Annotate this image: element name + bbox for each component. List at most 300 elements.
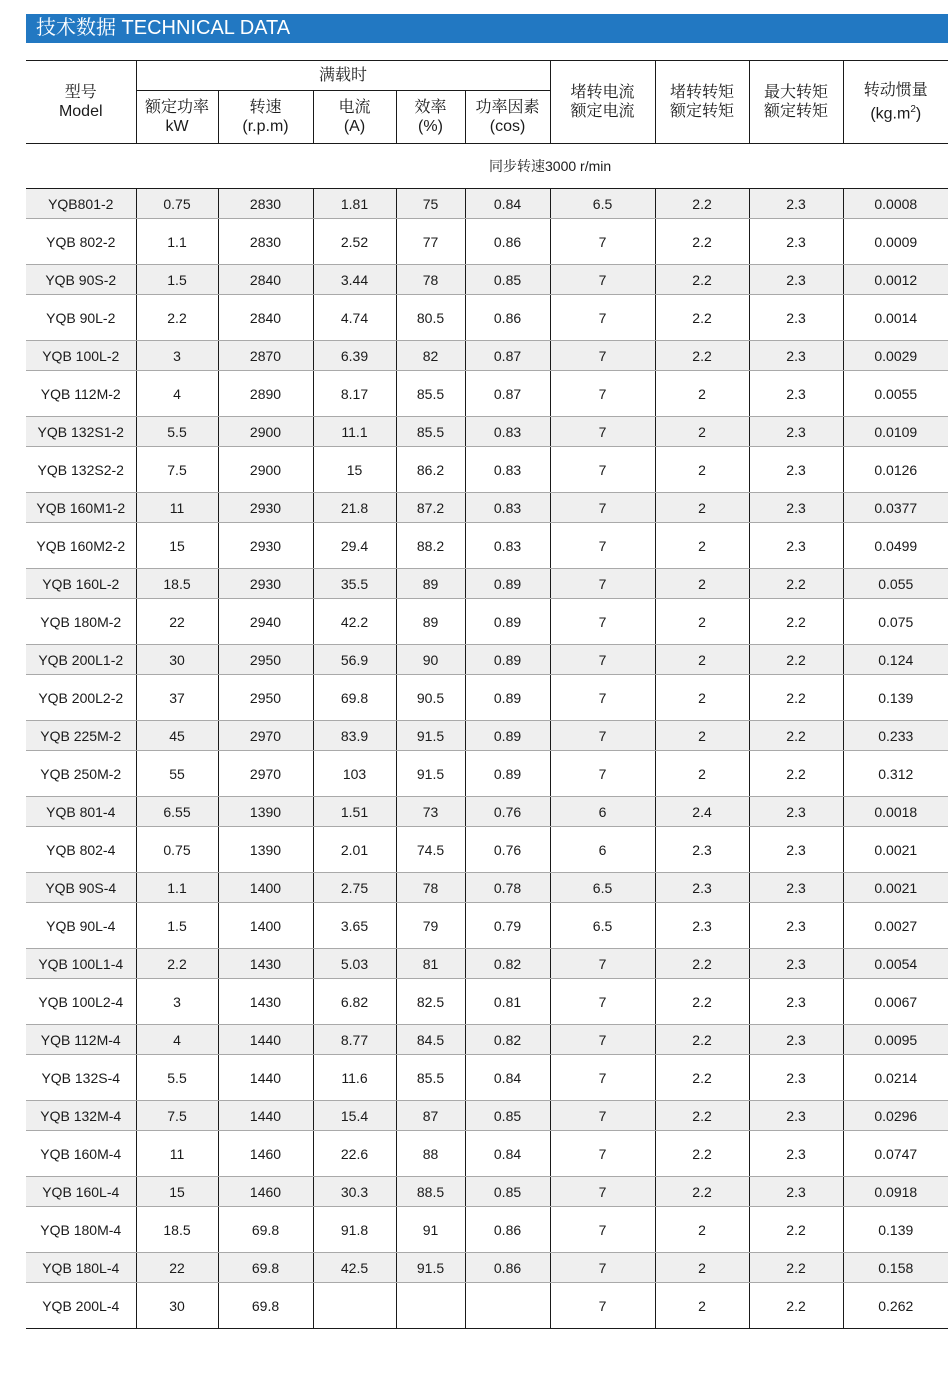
table-cell: 77	[396, 219, 465, 265]
technical-data-table	[26, 60, 948, 1329]
table-cell: 7	[550, 1131, 655, 1177]
table-row	[26, 417, 948, 447]
table-cell: 6.55	[136, 797, 218, 827]
table-cell: 0.0027	[843, 903, 948, 949]
table-cell: 1.1	[136, 219, 218, 265]
table-cell: 2.2	[749, 569, 843, 599]
table-cell: 3.65	[313, 903, 396, 949]
table-cell: YQB 132S1-2	[26, 417, 136, 447]
table-cell: 6	[550, 797, 655, 827]
table-cell: 1.1	[136, 873, 218, 903]
table-cell: 3	[136, 341, 218, 371]
table-cell: 0.312	[843, 751, 948, 797]
table-cell: 69.8	[313, 675, 396, 721]
table-cell: 7	[550, 569, 655, 599]
table-cell: 6.39	[313, 341, 396, 371]
table-cell: 87	[396, 1101, 465, 1131]
table-cell: 5.5	[136, 1055, 218, 1101]
table-cell: 7	[550, 295, 655, 341]
table-cell: 0.233	[843, 721, 948, 751]
table-cell: 0.76	[465, 797, 550, 827]
table-cell: 4	[136, 1025, 218, 1055]
table-cell: 2.2	[655, 979, 749, 1025]
table-cell: 7	[550, 219, 655, 265]
table-row	[26, 599, 948, 645]
table-cell: 2.2	[655, 265, 749, 295]
table-cell: 8.17	[313, 371, 396, 417]
table-cell: 4.74	[313, 295, 396, 341]
table-cell: 2.3	[749, 1025, 843, 1055]
table-cell	[313, 1283, 396, 1329]
inertia-header: 转动惯量 $(kg.m^2)$	[843, 61, 948, 144]
table-cell: 2970	[218, 721, 313, 751]
table-cell: 0.0109	[843, 417, 948, 447]
table-cell: 88.2	[396, 523, 465, 569]
sync-speed-label: 同步转速3000 r/min	[26, 144, 948, 189]
table-cell: 2970	[218, 751, 313, 797]
max-torque-ratio-header: 最大转矩 额定转矩	[749, 61, 843, 144]
table-cell: 2840	[218, 295, 313, 341]
table-cell: 29.4	[313, 523, 396, 569]
table-cell: 2.2	[655, 949, 749, 979]
table-cell: 74.5	[396, 827, 465, 873]
table-cell: 2	[655, 645, 749, 675]
table-cell: 2.2	[655, 189, 749, 219]
table-cell: 4	[136, 371, 218, 417]
table-cell: 2830	[218, 219, 313, 265]
table-cell: 0.86	[465, 295, 550, 341]
table-cell: 2.3	[749, 903, 843, 949]
table-cell: 2	[655, 447, 749, 493]
table-cell: 2.3	[749, 417, 843, 447]
table-cell: 0.0214	[843, 1055, 948, 1101]
table-cell: 0.86	[465, 1253, 550, 1283]
table-cell: 2	[655, 371, 749, 417]
table-cell: 84.5	[396, 1025, 465, 1055]
table-cell: 0.78	[465, 873, 550, 903]
table-cell: YQB 801-4	[26, 797, 136, 827]
table-row	[26, 1283, 948, 1329]
table-cell: 0.0747	[843, 1131, 948, 1177]
table-cell: 2	[655, 493, 749, 523]
table-cell: 0.85	[465, 1101, 550, 1131]
table-cell: 2.3	[655, 827, 749, 873]
table-cell: YQB 180M-4	[26, 1207, 136, 1253]
table-cell: 2.2	[749, 721, 843, 751]
table-cell: 0.0055	[843, 371, 948, 417]
table-cell: 2.2	[655, 341, 749, 371]
table-cell: 81	[396, 949, 465, 979]
table-cell: 7	[550, 1101, 655, 1131]
table-cell: 0.055	[843, 569, 948, 599]
table-cell: 5.03	[313, 949, 396, 979]
table-cell: 7	[550, 1025, 655, 1055]
table-cell: 2.2	[655, 219, 749, 265]
table-cell: 1.5	[136, 265, 218, 295]
table-cell: 0.0918	[843, 1177, 948, 1207]
table-cell: 2.2	[749, 599, 843, 645]
table-cell: 91.5	[396, 721, 465, 751]
table-row	[26, 979, 948, 1025]
table-cell: 2.3	[749, 1131, 843, 1177]
table-cell: 2.3	[749, 219, 843, 265]
table-cell: 75	[396, 189, 465, 219]
table-cell: 82.5	[396, 979, 465, 1025]
table-cell: 0.82	[465, 1025, 550, 1055]
table-cell: 7	[550, 523, 655, 569]
table-cell: 0.83	[465, 417, 550, 447]
table-cell: 2	[655, 721, 749, 751]
table-cell: 2.2	[749, 1253, 843, 1283]
table-cell: 90.5	[396, 675, 465, 721]
table-cell: 85.5	[396, 417, 465, 447]
table-cell: 3.44	[313, 265, 396, 295]
table-cell: 0.82	[465, 949, 550, 979]
table-cell: 0.0126	[843, 447, 948, 493]
table-cell: 2.3	[655, 903, 749, 949]
table-cell: 7	[550, 493, 655, 523]
table-cell: 2900	[218, 417, 313, 447]
table-cell: 2.2	[655, 1055, 749, 1101]
table-cell: 0.0029	[843, 341, 948, 371]
table-cell: 3	[136, 979, 218, 1025]
table-cell: 1430	[218, 949, 313, 979]
table-cell: 2.2	[655, 1101, 749, 1131]
table-cell: 0.85	[465, 1177, 550, 1207]
table-cell: 0.0014	[843, 295, 948, 341]
table-cell: 69.8	[218, 1283, 313, 1329]
table-row	[26, 219, 948, 265]
table-cell: 7	[550, 979, 655, 1025]
table-cell: 80.5	[396, 295, 465, 341]
table-cell: 0.75	[136, 189, 218, 219]
table-row	[26, 675, 948, 721]
table-cell: 0.85	[465, 265, 550, 295]
table-cell: 11	[136, 493, 218, 523]
table-row	[26, 189, 948, 219]
full-load-header: 满载时	[136, 61, 550, 91]
table-cell: 0.0018	[843, 797, 948, 827]
table-cell: 0.0012	[843, 265, 948, 295]
table-cell: YQB 112M-2	[26, 371, 136, 417]
table-cell: 2.3	[749, 371, 843, 417]
table-cell: 2	[655, 1253, 749, 1283]
table-cell: 21.8	[313, 493, 396, 523]
table-cell: 45	[136, 721, 218, 751]
table-cell: 22	[136, 1253, 218, 1283]
table-cell: 7	[550, 1283, 655, 1329]
table-cell: 2	[655, 751, 749, 797]
table-cell: 2.01	[313, 827, 396, 873]
table-cell: 2.52	[313, 219, 396, 265]
table-row	[26, 493, 948, 523]
table-cell: 6.5	[550, 903, 655, 949]
table-cell: 2.3	[749, 341, 843, 371]
table-cell: YQB 90L-2	[26, 295, 136, 341]
table-cell: 6.5	[550, 189, 655, 219]
table-cell: 0.75	[136, 827, 218, 873]
table-cell: 88	[396, 1131, 465, 1177]
table-cell: 78	[396, 873, 465, 903]
table-cell: 0.0008	[843, 189, 948, 219]
table-cell: 85.5	[396, 371, 465, 417]
table-cell: 0.84	[465, 1131, 550, 1177]
table-cell: 2.3	[749, 189, 843, 219]
table-cell: 7.5	[136, 1101, 218, 1131]
table-cell: 2.2	[136, 949, 218, 979]
table-cell: 0.075	[843, 599, 948, 645]
table-cell: 0.158	[843, 1253, 948, 1283]
table-cell: 11.6	[313, 1055, 396, 1101]
table-cell: 7	[550, 1177, 655, 1207]
table-cell: 2.2	[655, 1131, 749, 1177]
table-cell: YQB 90S-4	[26, 873, 136, 903]
table-cell: 73	[396, 797, 465, 827]
table-cell: 0.86	[465, 1207, 550, 1253]
table-row	[26, 523, 948, 569]
table-cell: 18.5	[136, 569, 218, 599]
model-header: 型号 Model	[58, 84, 103, 120]
table-cell	[465, 1283, 550, 1329]
table-cell: 0.89	[465, 599, 550, 645]
table-cell: 37	[136, 675, 218, 721]
locked-torque-ratio-header: 堵转转矩 额定转矩	[655, 61, 749, 144]
table-cell: 2	[655, 1207, 749, 1253]
table-cell: 0.86	[465, 219, 550, 265]
table-cell: 15	[313, 447, 396, 493]
table-cell: 2.2	[655, 295, 749, 341]
table-cell: YQB 160L-2	[26, 569, 136, 599]
table-cell: 15.4	[313, 1101, 396, 1131]
table-cell: 2	[655, 1283, 749, 1329]
table-cell: 7	[550, 751, 655, 797]
table-cell: 2	[655, 523, 749, 569]
table-cell: 1460	[218, 1177, 313, 1207]
table-cell: 7	[550, 721, 655, 751]
table-cell: 0.0095	[843, 1025, 948, 1055]
table-row	[26, 341, 948, 371]
table-cell: 1440	[218, 1055, 313, 1101]
table-row	[26, 1177, 948, 1207]
table-cell: 2.2	[749, 1207, 843, 1253]
table-cell: YQB 200L2-2	[26, 675, 136, 721]
table-cell: YQB801-2	[26, 189, 136, 219]
table-cell: YQB 250M-2	[26, 751, 136, 797]
table-cell: 69.8	[218, 1207, 313, 1253]
table-cell: 2.3	[749, 949, 843, 979]
table-cell: 30	[136, 645, 218, 675]
table-cell: 7	[550, 265, 655, 295]
table-cell: YQB 160M-4	[26, 1131, 136, 1177]
table-cell: 86.2	[396, 447, 465, 493]
table-cell: 7	[550, 1253, 655, 1283]
table-cell: YQB 225M-2	[26, 721, 136, 751]
table-cell: 1390	[218, 827, 313, 873]
table-cell: 85.5	[396, 1055, 465, 1101]
table-cell: 2	[655, 599, 749, 645]
table-cell: 0.89	[465, 751, 550, 797]
table-cell: 0.83	[465, 493, 550, 523]
table-cell: 22	[136, 599, 218, 645]
table-cell: 15	[136, 1177, 218, 1207]
table-cell: 2.3	[749, 493, 843, 523]
table-cell: YQB 160M2-2	[26, 523, 136, 569]
table-cell: YQB 90S-2	[26, 265, 136, 295]
table-cell: 2.4	[655, 797, 749, 827]
table-cell: 0.139	[843, 1207, 948, 1253]
table-cell: 7	[550, 447, 655, 493]
table-row	[26, 797, 948, 827]
table-cell	[396, 1283, 465, 1329]
table-cell: 15	[136, 523, 218, 569]
table-cell: 2950	[218, 675, 313, 721]
page-title: 技术数据 TECHNICAL DATA	[26, 14, 948, 43]
table-cell: 42.2	[313, 599, 396, 645]
table-cell: 2840	[218, 265, 313, 295]
table-row	[26, 751, 948, 797]
table-cell: 0.83	[465, 523, 550, 569]
table-cell: 2	[655, 569, 749, 599]
table-cell: 2.3	[749, 1055, 843, 1101]
table-cell: 7	[550, 1055, 655, 1101]
table-cell: 7	[550, 599, 655, 645]
table-cell: 2.3	[749, 827, 843, 873]
table-cell: 18.5	[136, 1207, 218, 1253]
table-cell: 0.84	[465, 1055, 550, 1101]
table-cell: 1400	[218, 873, 313, 903]
table-cell: YQB 112M-4	[26, 1025, 136, 1055]
table-cell: 2.3	[749, 523, 843, 569]
table-cell: 0.0377	[843, 493, 948, 523]
table-cell: 2930	[218, 523, 313, 569]
table-cell: 69.8	[218, 1253, 313, 1283]
table-cell: 0.84	[465, 189, 550, 219]
table-row	[26, 873, 948, 903]
table-cell: 55	[136, 751, 218, 797]
table-cell: 7	[550, 1207, 655, 1253]
table-cell: YQB 132S-4	[26, 1055, 136, 1101]
table-cell: 2.2	[655, 1177, 749, 1207]
current-header: 电流 (A)	[313, 91, 396, 144]
table-row	[26, 265, 948, 295]
table-cell: 2.2	[136, 295, 218, 341]
table-cell: 2.3	[749, 295, 843, 341]
table-cell: 2.2	[749, 645, 843, 675]
table-cell: 7	[550, 417, 655, 447]
table-row	[26, 1101, 948, 1131]
table-cell: 87.2	[396, 493, 465, 523]
table-row	[26, 1207, 948, 1253]
table-cell: 0.262	[843, 1283, 948, 1329]
table-cell: YQB 200L-4	[26, 1283, 136, 1329]
rated-power-header: 额定功率 kW	[136, 91, 218, 144]
table-cell: 1440	[218, 1101, 313, 1131]
table-row	[26, 569, 948, 599]
sync-speed-row	[26, 144, 948, 189]
table-cell: 56.9	[313, 645, 396, 675]
table-cell: 78	[396, 265, 465, 295]
locked-current-ratio-header: 堵转电流 额定电流	[550, 61, 655, 144]
table-cell: 7	[550, 675, 655, 721]
table-cell: 0.81	[465, 979, 550, 1025]
table-cell: 2830	[218, 189, 313, 219]
table-cell: 2890	[218, 371, 313, 417]
table-cell: YQB 802-4	[26, 827, 136, 873]
table-cell: 0.79	[465, 903, 550, 949]
table-cell: 1430	[218, 979, 313, 1025]
table-cell: YQB 100L2-4	[26, 979, 136, 1025]
table-cell: 0.0067	[843, 979, 948, 1025]
table-cell: 11.1	[313, 417, 396, 447]
table-row	[26, 371, 948, 417]
table-cell: 0.89	[465, 721, 550, 751]
table-cell: 0.0499	[843, 523, 948, 569]
table-cell: 30	[136, 1283, 218, 1329]
table-cell: 90	[396, 645, 465, 675]
table-cell: 2.3	[749, 1177, 843, 1207]
speed-header: 转速 (r.p.m)	[218, 91, 313, 144]
table-row	[26, 1253, 948, 1283]
table-cell: YQB 200L1-2	[26, 645, 136, 675]
table-cell: 1.51	[313, 797, 396, 827]
table-cell: 7	[550, 341, 655, 371]
table-cell: 89	[396, 599, 465, 645]
table-cell: 0.0054	[843, 949, 948, 979]
table-cell: 2.2	[655, 1025, 749, 1055]
table-cell: 79	[396, 903, 465, 949]
power-factor-header: 功率因素 (cos)	[465, 91, 550, 144]
table-cell: YQB 160M1-2	[26, 493, 136, 523]
table-cell: 2.75	[313, 873, 396, 903]
table-cell: 1.5	[136, 903, 218, 949]
table-cell: 2.2	[749, 675, 843, 721]
table-cell: 0.87	[465, 341, 550, 371]
table-cell: 0.83	[465, 447, 550, 493]
table-row	[26, 447, 948, 493]
table-cell: 7.5	[136, 447, 218, 493]
table-cell: YQB 90L-4	[26, 903, 136, 949]
table-cell: 2	[655, 417, 749, 447]
table-cell: 8.77	[313, 1025, 396, 1055]
table-cell: 91.5	[396, 751, 465, 797]
table-cell: 6.5	[550, 873, 655, 903]
table-cell: 35.5	[313, 569, 396, 599]
table-cell: 2930	[218, 493, 313, 523]
table-row	[26, 903, 948, 949]
table-cell: 2.3	[749, 873, 843, 903]
efficiency-header: 效率 (%)	[396, 91, 465, 144]
table-cell: 2.3	[749, 1101, 843, 1131]
table-cell: 0.0021	[843, 827, 948, 873]
table-cell: 1460	[218, 1131, 313, 1177]
table-cell: 7	[550, 949, 655, 979]
table-cell: 0.0021	[843, 873, 948, 903]
table-cell: 2.3	[749, 979, 843, 1025]
table-cell: YQB 180M-2	[26, 599, 136, 645]
table-cell: 89	[396, 569, 465, 599]
table-cell: 7	[550, 645, 655, 675]
table-cell: YQB 180L-4	[26, 1253, 136, 1283]
table-cell: 82	[396, 341, 465, 371]
table-row	[26, 827, 948, 873]
table-cell: 0.76	[465, 827, 550, 873]
table-cell: 2.3	[655, 873, 749, 903]
table-cell: 88.5	[396, 1177, 465, 1207]
table-cell: 2.3	[749, 447, 843, 493]
table-row	[26, 645, 948, 675]
table-cell: 0.89	[465, 675, 550, 721]
table-cell: 1400	[218, 903, 313, 949]
